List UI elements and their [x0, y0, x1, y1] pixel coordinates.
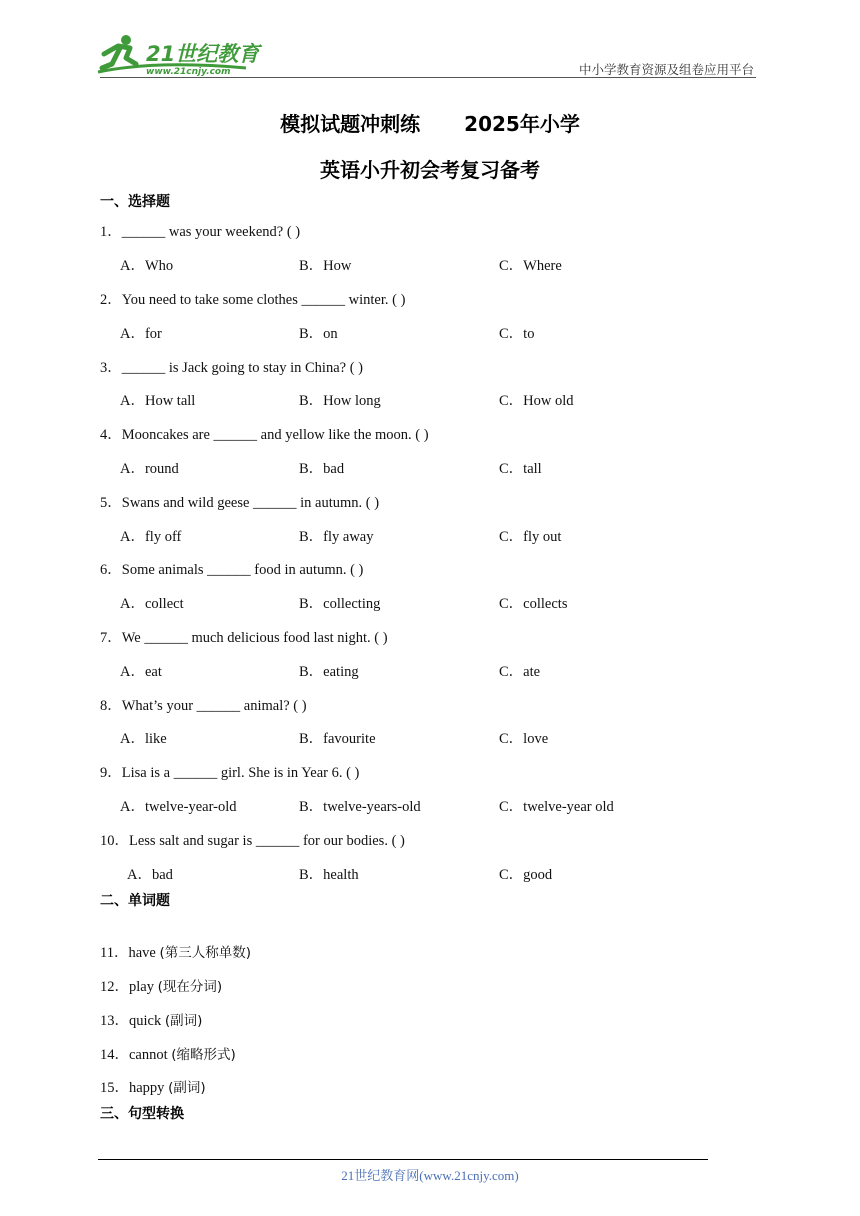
- option-5a: A．fly off: [120, 529, 182, 545]
- option-1c: C．Where: [499, 258, 562, 274]
- question-3: 3．______ is Jack going to stay in China? ( ): [100, 360, 363, 376]
- word-question-11-text: 11．have: [100, 945, 156, 961]
- question-9: 9．Lisa is a ______ girl. She is in Year 6. ( ): [100, 765, 360, 781]
- word-question-11: [100, 941, 251, 962]
- option-6a: A．collect: [120, 596, 184, 612]
- option-10c: C．good: [499, 867, 553, 883]
- option-5c: C．fly out: [499, 529, 562, 545]
- word-question-14-hint: (缩略形式): [171, 1047, 236, 1063]
- page-title-line2: 英语小升初会考复习备考: [320, 158, 540, 182]
- option-2c: C．to: [499, 326, 535, 342]
- option-4b: B．bad: [299, 461, 345, 477]
- option-3b: B．How long: [299, 393, 381, 409]
- option-9c: C．twelve-year old: [499, 799, 614, 815]
- page-title-line1: [0, 108, 860, 137]
- option-5b: B．fly away: [299, 529, 374, 545]
- logo-text: 21世纪教育: [146, 42, 260, 66]
- word-question-13-hint: (副词): [164, 1013, 203, 1029]
- word-question-12: [100, 975, 222, 996]
- question-10: 10．Less salt and sugar is ______ for our bodies. ( ): [100, 833, 405, 849]
- option-1a: A．Who: [120, 258, 174, 274]
- option-9a: A．twelve-year-old: [120, 799, 237, 815]
- title-part-b: 2025年小学: [464, 112, 580, 136]
- option-2a: A．for: [120, 326, 162, 342]
- logo-url: www.21cnjy.com: [146, 67, 231, 77]
- option-7b: B．eating: [299, 664, 359, 680]
- word-question-15-text: 15．happy: [100, 1080, 165, 1096]
- section-heading-sentences: 三、句型转换: [100, 1106, 184, 1122]
- title-part-a: 模拟试题冲刺练: [280, 112, 421, 136]
- option-6b: B．collecting: [299, 596, 381, 612]
- word-question-12-hint: (现在分词): [157, 979, 223, 995]
- option-9b: B．twelve-years-old: [299, 799, 421, 815]
- option-10a: A．bad: [127, 867, 173, 883]
- option-10b: B．health: [299, 867, 359, 883]
- option-8c: C．love: [499, 731, 549, 747]
- word-question-11-hint: (第三人称单数): [159, 945, 252, 961]
- question-7: 7．We ______ much delicious food last night. ( ): [100, 630, 388, 646]
- question-2: 2．You need to take some clothes ______ winter. ( ): [100, 292, 406, 308]
- header-divider: [100, 77, 756, 78]
- option-3c: C．How old: [499, 393, 574, 409]
- word-question-13: [100, 1009, 202, 1030]
- question-4: 4．Mooncakes are ______ and yellow like the moon. ( ): [100, 427, 429, 443]
- word-question-15-hint: (副词): [168, 1080, 206, 1096]
- option-7c: C．ate: [499, 664, 541, 680]
- runner-logo-icon: [96, 34, 266, 80]
- option-3a: A．How tall: [120, 393, 196, 409]
- header-platform-name: 中小学教育资源及组卷应用平台: [578, 62, 754, 77]
- word-question-15: [100, 1076, 206, 1097]
- question-8: 8．What’s your ______ animal? ( ): [100, 698, 307, 714]
- option-7a: A．eat: [120, 664, 162, 680]
- option-6c: C．collects: [499, 596, 568, 612]
- question-6: 6．Some animals ______ food in autumn. ( ): [100, 562, 364, 578]
- option-1b: B．How: [299, 258, 352, 274]
- word-question-12-text: 12．play: [100, 979, 154, 995]
- option-2b: B．on: [299, 326, 338, 342]
- site-logo: [96, 34, 266, 80]
- word-question-14: [100, 1043, 236, 1064]
- option-8a: A．like: [120, 731, 167, 747]
- word-question-14-text: 14．cannot: [100, 1047, 168, 1063]
- option-4c: C．tall: [499, 461, 542, 477]
- option-8b: B．favourite: [299, 731, 376, 747]
- footer-text: 21世纪教育网(www.21cnjy.com): [341, 1168, 519, 1183]
- question-5: 5．Swans and wild geese ______ in autumn. ( ): [100, 495, 380, 511]
- footer-divider: [98, 1159, 708, 1160]
- word-question-13-text: 13．quick: [100, 1013, 162, 1029]
- question-1: 1．______ was your weekend? ( ): [100, 224, 301, 240]
- option-4a: A．round: [120, 461, 179, 477]
- section-heading-choice: 一、选择题: [100, 194, 170, 210]
- section-heading-words: 二、单词题: [100, 893, 170, 909]
